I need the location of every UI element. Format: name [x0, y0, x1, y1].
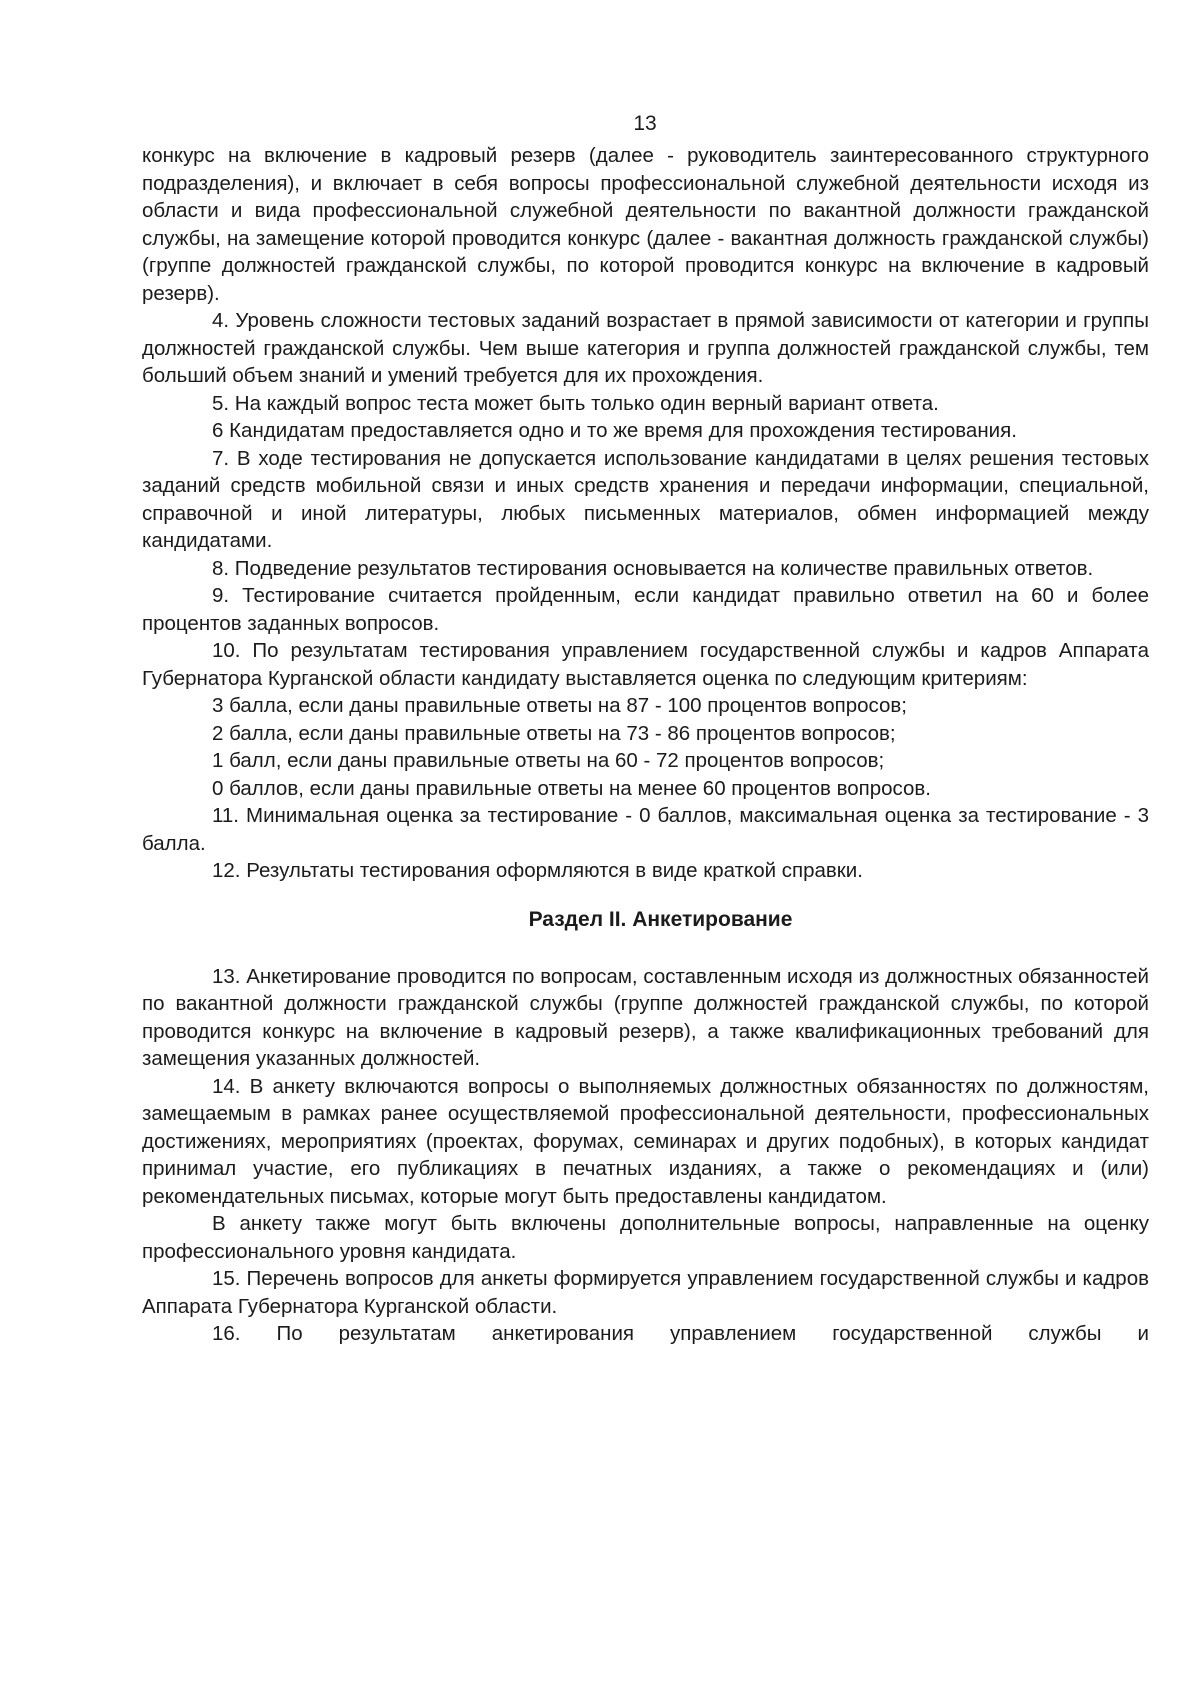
paragraph-item-9: 9. Тестирование считается пройденным, если кандидат правильно ответил на 60 и более процентов заданных вопросов. — [142, 584, 1149, 635]
paragraph-continuation: конкурс на включение в кадровый резерв (далее - руководитель заинтересованного структурного подразделения), и включает в себя вопросы профессиональной служебной деятельности исходя из области и вида профессиональной служебной деятельности по вакантной должности гражданской службы, на замещение которой проводится конкурс (далее - вакантная должность гражданской службы) (группе должностей гражданской службы, по которой проводится конкурс на включение в кадровый резерв). — [142, 144, 1149, 305]
criteria-line-0-points: 0 баллов, если даны правильные ответы на менее 60 процентов вопросов. — [212, 776, 932, 800]
paragraph-item-11: 11. Минимальная оценка за тестирование - 0 баллов, максимальная оценка за тестирование - 3 балла. — [142, 804, 1149, 855]
paragraph-item-4: 4. Уровень сложности тестовых заданий возрастает в прямой зависимости от категории и группы должностей гражданской службы. Чем выше категория и группа должностей гражданской службы, тем больший объем знаний и умений требуется для их прохождения. — [142, 309, 1149, 387]
criteria-line-1-point: 1 балл, если даны правильные ответы на 60 - 72 процентов вопросов; — [212, 749, 885, 772]
paragraph-item-14: 14. В анкету включаются вопросы о выполняемых должностных обязанностях по должностям, замещаемым в рамках ранее осуществляемой профессиональной деятельности, профессиональных достижениях, мероприятиях (проектах, форумах, семинарах и других подобных), в которых кандидат принимал участие, его публикациях в печатных изданиях, а также о рекомендациях и (или) рекомендательных письмах, которые могут быть предоставлены кандидатом. — [142, 1074, 1149, 1208]
paragraph-item-5: 5. На каждый вопрос теста может быть только один верный вариант ответа. — [212, 391, 939, 415]
page-number: 13 — [633, 112, 657, 135]
paragraph-item-15: 15. Перечень вопросов для анкеты формируется управлением государственной службы и кадров Аппарата Губернатора Курганской области. — [142, 1267, 1149, 1318]
paragraph-item-14-addendum: В анкету также могут быть включены дополнительные вопросы, направленные на оценку профессионального уровня кандидата. — [142, 1212, 1149, 1263]
paragraph-item-8: 8. Подведение результатов тестирования основывается на количестве правильных ответов. — [212, 556, 1094, 580]
paragraph-item-7: 7. В ходе тестирования не допускается использование кандидатами в целях решения тестовых заданий средств мобильной связи и иных средств хранения и передачи информации, специальной, справочной и иной литературы, любых письменных материалов, обмен информацией между кандидатами. — [142, 446, 1149, 552]
section-heading: Раздел II. Анкетирование — [528, 907, 793, 931]
paragraph-item-16: 16. По результатам анкетирования управлением государственной службы и — [212, 1322, 1149, 1345]
paragraph-item-6: 6 Кандидатам предоставляется одно и то же время для прохождения тестирования. — [212, 419, 1017, 442]
criteria-line-2-points: 2 балла, если даны правильные ответы на 73 - 86 процентов вопросов; — [212, 721, 896, 745]
paragraph-item-12: 12. Результаты тестирования оформляются в виде краткой справки. — [212, 859, 863, 882]
paragraph-item-13: 13. Анкетирование проводится по вопросам, составленным исходя из должностных обязанностей по вакантной должности гражданской службы (группе должностей гражданской службы, по которой проводится конкурс на включение в кадровый резерв), а также квалификационных требований для замещения указанных должностей. — [142, 964, 1149, 1070]
document-body — [142, 142, 1149, 1348]
paragraph-item-10: 10. По результатам тестирования управлением государственной службы и кадров Аппарата Губернатора Курганской области кандидату выставляется оценка по следующим критериям: — [142, 639, 1149, 690]
criteria-line-3-points: 3 балла, если даны правильные ответы на 87 - 100 процентов вопросов; — [212, 694, 907, 717]
